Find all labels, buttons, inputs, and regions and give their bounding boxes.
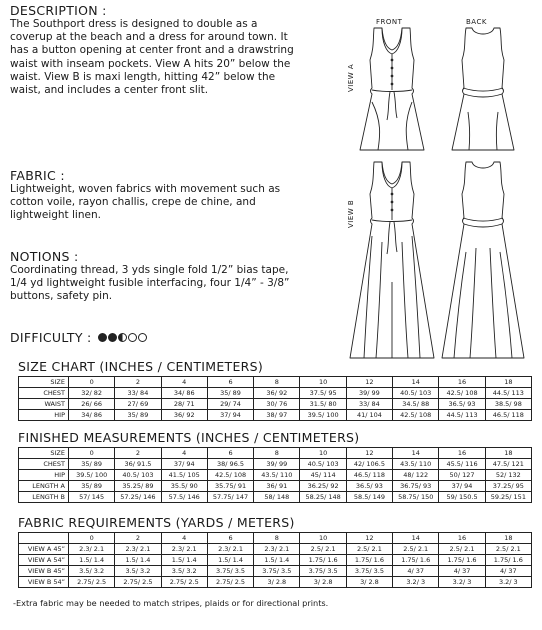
difficulty-dots (98, 333, 147, 342)
finished-measurements-table (18, 447, 532, 503)
table-cell: 37/ 94 (207, 410, 253, 421)
difficulty-dot (108, 333, 117, 342)
table-cell: 29/ 74 (207, 399, 253, 410)
row-label: SIZE (19, 448, 69, 459)
table-cell: 3.2/ 3 (393, 577, 439, 588)
size-chart-title: SIZE CHART (INCHES / CENTIMETERS) (18, 359, 264, 374)
notions-text: Coordinating thread, 3 yds single fold 1/2” bias tape, 1/4 yd lightweight fusible interfacing, four 1/4” - 3/8” buttons, safety pin. (10, 264, 290, 303)
table-cell: 26/ 66 (69, 399, 115, 410)
table-cell: 58.75/ 150 (393, 492, 439, 503)
table-cell: 8 (254, 377, 300, 388)
footnote: -Extra fabric may be needed to match stripes, plaids or for directional prints. (13, 598, 329, 608)
table-cell: 33/ 84 (115, 388, 161, 399)
table-row (19, 566, 532, 577)
row-label: HIP (19, 470, 69, 481)
table-cell: 35/ 89 (207, 388, 253, 399)
notions-heading: NOTIONS : (10, 249, 79, 264)
table-cell: 2.3/ 2.1 (161, 544, 207, 555)
table-cell: 3.75/ 3.5 (254, 566, 300, 577)
difficulty-dot (118, 333, 127, 342)
table-cell: 39.5/ 100 (300, 410, 346, 421)
row-label: CHEST (19, 388, 69, 399)
table-row (19, 555, 532, 566)
table-cell: 3/ 2.8 (346, 577, 392, 588)
table-cell: 4/ 37 (485, 566, 531, 577)
table-cell: 30/ 76 (254, 399, 300, 410)
table-cell: 0 (69, 448, 115, 459)
row-label: CHEST (19, 459, 69, 470)
table-row (19, 492, 532, 503)
table-cell: 1.75/ 1.6 (485, 555, 531, 566)
fabric-text: Lightweight, woven fabrics with movement such as cotton voile, rayon challis, crepe de chine, and lightweight linen. (10, 183, 281, 222)
description-heading: DESCRIPTION : (10, 3, 107, 18)
table-cell: 2.3/ 2.1 (207, 544, 253, 555)
table-cell: 6 (207, 533, 253, 544)
table-cell: 3/ 2.8 (254, 577, 300, 588)
table-cell: 2 (115, 448, 161, 459)
table-cell: 37/ 94 (439, 481, 485, 492)
table-cell: 37/ 94 (161, 459, 207, 470)
table-cell: 38/ 96.5 (207, 459, 253, 470)
table-cell: 36.5/ 93 (439, 399, 485, 410)
table-cell: 35.25/ 89 (115, 481, 161, 492)
table-cell: 39.5/ 100 (69, 470, 115, 481)
table-cell: 58/ 148 (254, 492, 300, 503)
table-header-row (19, 448, 532, 459)
view-a-back-illustration (452, 28, 514, 150)
table-cell: 2.5/ 2.1 (300, 544, 346, 555)
table-cell: 6 (207, 448, 253, 459)
table-cell: 16 (439, 377, 485, 388)
dress-illustrations (342, 22, 542, 362)
table-cell: 41/ 104 (346, 410, 392, 421)
row-label: VIEW B 54” (19, 577, 69, 588)
table-cell: 35.75/ 91 (207, 481, 253, 492)
table-cell: 14 (393, 377, 439, 388)
table-cell: 6 (207, 377, 253, 388)
table-cell: 38.5/ 98 (485, 399, 531, 410)
table-cell: 3.75/ 3.5 (346, 566, 392, 577)
table-cell: 43.5/ 110 (393, 459, 439, 470)
table-row (19, 410, 532, 421)
row-label: LENGTH A (19, 481, 69, 492)
size-chart-table (18, 376, 532, 421)
table-cell: 44.5/ 113 (439, 410, 485, 421)
row-label: WAIST (19, 399, 69, 410)
table-cell: 36.5/ 93 (346, 481, 392, 492)
view-b-label: VIEW B (347, 199, 355, 228)
table-cell: 2.5/ 2.1 (346, 544, 392, 555)
table-cell: 4 (161, 448, 207, 459)
table-cell: 1.5/ 1.4 (161, 555, 207, 566)
table-cell: 44.5/ 113 (485, 388, 531, 399)
table-cell: 2.5/ 2.1 (393, 544, 439, 555)
table-cell: 46.5/ 118 (485, 410, 531, 421)
table-cell: 4 (161, 377, 207, 388)
table-cell: 1.75/ 1.6 (393, 555, 439, 566)
table-cell: 0 (69, 377, 115, 388)
row-label: VIEW B 45” (19, 566, 69, 577)
table-cell: 2.5/ 2.1 (439, 544, 485, 555)
table-cell: 12 (346, 533, 392, 544)
table-cell: 35.5/ 90 (161, 481, 207, 492)
table-header-row (19, 533, 532, 544)
fabric-requirements-table (18, 532, 532, 588)
view-b-front-illustration (350, 162, 434, 358)
table-cell: 3.5/ 3.2 (69, 566, 115, 577)
table-cell: 4 (161, 533, 207, 544)
table-cell: 1.5/ 1.4 (115, 555, 161, 566)
table-cell: 2.3/ 2.1 (254, 544, 300, 555)
table-row (19, 399, 532, 410)
table-cell: 16 (439, 448, 485, 459)
table-cell: 41.5/ 105 (161, 470, 207, 481)
table-cell: 42.5/ 108 (207, 470, 253, 481)
table-cell: 45.5/ 116 (439, 459, 485, 470)
table-cell: 2.3/ 2.1 (115, 544, 161, 555)
table-cell: 3/ 2.8 (300, 577, 346, 588)
table-cell: 48/ 122 (393, 470, 439, 481)
table-cell: 42.5/ 108 (439, 388, 485, 399)
table-cell: 2.3/ 2.1 (69, 544, 115, 555)
table-cell: 10 (300, 448, 346, 459)
table-cell: 45/ 114 (300, 470, 346, 481)
row-label: VIEW A 54” (19, 555, 69, 566)
table-cell: 57/ 145 (69, 492, 115, 503)
row-label: LENGTH B (19, 492, 69, 503)
difficulty-rating (10, 330, 147, 345)
table-cell: 42/ 106.5 (346, 459, 392, 470)
table-cell: 47.5/ 121 (485, 459, 531, 470)
table-cell: 57.75/ 147 (207, 492, 253, 503)
table-row (19, 544, 532, 555)
table-row (19, 577, 532, 588)
table-cell: 3.75/ 3.5 (300, 566, 346, 577)
table-cell: 14 (393, 533, 439, 544)
table-cell: 35/ 89 (115, 410, 161, 421)
table-row (19, 481, 532, 492)
table-cell: 57.25/ 146 (115, 492, 161, 503)
table-cell: 58.5/ 149 (346, 492, 392, 503)
row-label: HIP (19, 410, 69, 421)
table-cell: 14 (393, 448, 439, 459)
table-cell: 2.5/ 2.1 (485, 544, 531, 555)
table-cell: 37.25/ 95 (485, 481, 531, 492)
table-cell: 40.5/ 103 (393, 388, 439, 399)
description-text: The Southport dress is designed to double as a coverup at the beach and a dress for around town. It has a button opening at center front and a drawstring waist with inseam pockets. View A hits 20” below the waist. View B is maxi length, hitting 42” below the waist, and includes a center front slit. (10, 18, 294, 97)
back-label: BACK (466, 18, 487, 26)
table-cell: 2 (115, 377, 161, 388)
table-cell: 10 (300, 533, 346, 544)
table-cell: 18 (485, 377, 531, 388)
table-cell: 34.5/ 88 (393, 399, 439, 410)
table-cell: 50/ 127 (439, 470, 485, 481)
table-cell: 31.5/ 80 (300, 399, 346, 410)
table-cell: 2.75/ 2.5 (207, 577, 253, 588)
table-cell: 1.5/ 1.4 (207, 555, 253, 566)
fabric-requirements-title: FABRIC REQUIREMENTS (YARDS / METERS) (18, 515, 295, 530)
table-cell: 1.5/ 1.4 (254, 555, 300, 566)
table-cell: 1.5/ 1.4 (69, 555, 115, 566)
front-label: FRONT (376, 18, 403, 26)
table-cell: 4/ 37 (393, 566, 439, 577)
table-cell: 2 (115, 533, 161, 544)
table-cell: 8 (254, 448, 300, 459)
table-cell: 39/ 99 (346, 388, 392, 399)
table-cell: 28/ 71 (161, 399, 207, 410)
table-cell: 18 (485, 448, 531, 459)
row-label: SIZE (19, 377, 69, 388)
table-cell: 3.2/ 3 (439, 577, 485, 588)
table-cell: 36/ 91.5 (115, 459, 161, 470)
table-row (19, 459, 532, 470)
finished-measurements-title: FINISHED MEASUREMENTS (INCHES / CENTIMETERS) (18, 430, 360, 445)
table-cell: 42.5/ 108 (393, 410, 439, 421)
table-cell: 43.5/ 110 (254, 470, 300, 481)
table-cell: 46.5/ 118 (346, 470, 392, 481)
row-label: VIEW A 45” (19, 544, 69, 555)
table-cell: 36/ 92 (161, 410, 207, 421)
table-cell: 12 (346, 448, 392, 459)
table-cell: 35/ 89 (69, 459, 115, 470)
view-a-label: VIEW A (347, 63, 355, 92)
table-cell: 2.75/ 2.5 (115, 577, 161, 588)
table-cell: 2.75/ 2.5 (69, 577, 115, 588)
table-cell: 35/ 89 (69, 481, 115, 492)
table-row (19, 470, 532, 481)
table-cell: 3.2/ 3 (485, 577, 531, 588)
table-cell: 18 (485, 533, 531, 544)
table-cell: 38/ 97 (254, 410, 300, 421)
table-cell: 52/ 132 (485, 470, 531, 481)
table-row (19, 388, 532, 399)
table-cell: 34/ 86 (161, 388, 207, 399)
table-cell: 59.25/ 151 (485, 492, 531, 503)
table-cell: 57.5/ 146 (161, 492, 207, 503)
table-cell: 1.75/ 1.6 (439, 555, 485, 566)
table-cell: 58.25/ 148 (300, 492, 346, 503)
table-cell: 36/ 92 (254, 388, 300, 399)
table-cell: 59/ 150.5 (439, 492, 485, 503)
fabric-heading: FABRIC : (10, 168, 65, 183)
view-b-back-illustration (442, 162, 524, 358)
table-cell: 40.5/ 103 (115, 470, 161, 481)
table-cell: 2.75/ 2.5 (161, 577, 207, 588)
table-cell: 40.5/ 103 (300, 459, 346, 470)
table-cell: 10 (300, 377, 346, 388)
difficulty-label: DIFFICULTY : (10, 330, 92, 345)
table-cell: 33/ 84 (346, 399, 392, 410)
table-cell: 4/ 37 (439, 566, 485, 577)
table-cell: 36.75/ 93 (393, 481, 439, 492)
table-cell: 34/ 86 (69, 410, 115, 421)
table-cell: 8 (254, 533, 300, 544)
difficulty-dot (98, 333, 107, 342)
view-a-front-illustration (360, 28, 424, 150)
table-cell: 37.5/ 95 (300, 388, 346, 399)
table-cell: 3.5/ 3.2 (161, 566, 207, 577)
table-cell: 12 (346, 377, 392, 388)
table-header-row (19, 377, 532, 388)
table-cell: 32/ 82 (69, 388, 115, 399)
table-cell: 27/ 69 (115, 399, 161, 410)
difficulty-dot (128, 333, 137, 342)
table-cell: 16 (439, 533, 485, 544)
difficulty-dot (138, 333, 147, 342)
table-cell: 36.25/ 92 (300, 481, 346, 492)
table-cell: 36/ 91 (254, 481, 300, 492)
row-label (19, 533, 69, 544)
table-cell: 0 (69, 533, 115, 544)
table-cell: 3.5/ 3.2 (115, 566, 161, 577)
table-cell: 1.75/ 1.6 (346, 555, 392, 566)
table-cell: 3.75/ 3.5 (207, 566, 253, 577)
table-cell: 39/ 99 (254, 459, 300, 470)
table-cell: 1.75/ 1.6 (300, 555, 346, 566)
